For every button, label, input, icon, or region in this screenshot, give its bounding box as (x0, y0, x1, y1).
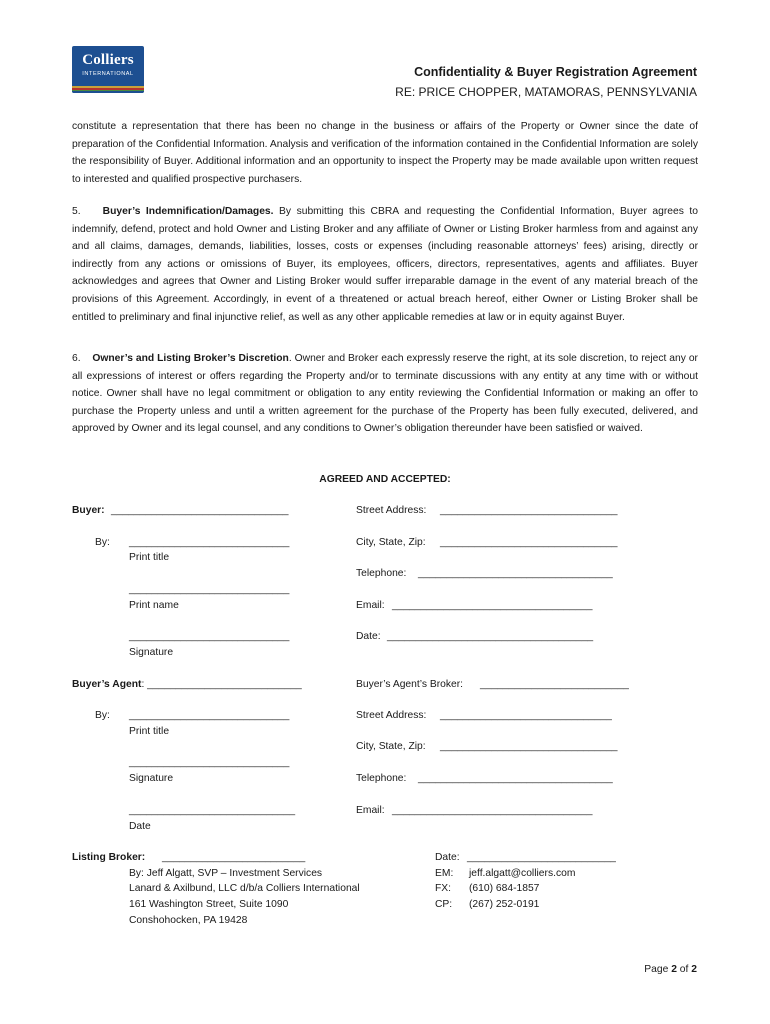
contact-cell-label: CP: (435, 899, 453, 910)
buyer-print-title-label: Print title (129, 552, 170, 563)
page-current: 2 (671, 964, 677, 975)
section-6-number: 6. (72, 353, 81, 364)
page-number (644, 964, 697, 975)
buyer-email-label: Email: (356, 600, 385, 611)
contact-date-line[interactable]: __________________________ (467, 852, 616, 863)
contact-date-label: Date: (435, 852, 460, 863)
buyer-agent-line[interactable]: : ___________________________ (141, 679, 302, 690)
buyer-city-label: City, State, Zip: (356, 537, 426, 548)
contact-fax-label: FX: (435, 883, 452, 894)
agent-phone-label: Telephone: (356, 773, 407, 784)
contact-fax-value: (610) 684-1857 (469, 883, 540, 894)
buyer-phone-line[interactable]: __________________________________ (418, 568, 613, 579)
agent-title-line[interactable]: ____________________________ (129, 710, 290, 721)
buyer-print-name-label: Print name (129, 600, 179, 611)
intro-paragraph: constitute a representation that there has been no change in the business or affairs of the Property or Owner since the date of preparation of the Confidential Information. Analysis and verification of the information contained in the Confidential Information are solely the responsibility of Buyer. Additional information and an opportunity to inspect the Property may be made available upon written request to interested and qualified prospective purchasers. (72, 121, 698, 185)
buyer-name-line[interactable]: _______________________________ (111, 505, 289, 516)
document-title: Confidentiality & Buyer Registration Agreement (414, 65, 697, 79)
agent-signature-label: Signature (129, 773, 174, 784)
buyer-date-label: Date: (356, 631, 381, 642)
listing-broker-line[interactable]: _________________________ (162, 852, 306, 863)
document-subtitle: RE: PRICE CHOPPER, MATAMORAS, PENNSYLVANIA (395, 85, 697, 99)
buyer-by-label: By: (95, 537, 110, 548)
buyer-date-line[interactable]: ____________________________________ (387, 631, 594, 642)
agent-city-label: City, State, Zip: (356, 741, 426, 752)
buyer-phone-label: Telephone: (356, 568, 407, 579)
buyer-name-print-line[interactable]: ____________________________ (129, 584, 290, 595)
agent-street-label: Street Address: (356, 710, 427, 721)
buyer-street-label: Street Address: (356, 505, 427, 516)
page-of: of (679, 964, 689, 975)
buyer-street-line[interactable]: _______________________________ (440, 505, 618, 516)
section-5-heading: Buyer’s Indemnification/Damages. (102, 206, 274, 217)
contact-email-label: EM: (435, 868, 454, 879)
agent-by-label: By: (95, 710, 110, 721)
buyer-agent-label: Buyer’s Agent (72, 679, 142, 690)
buyer-city-line[interactable]: _______________________________ (440, 537, 618, 548)
logo-name: Colliers (82, 52, 134, 68)
agent-broker-line[interactable]: __________________________ (480, 679, 629, 690)
agent-print-title-label: Print title (129, 726, 170, 737)
contact-cell-value: (267) 252-0191 (469, 899, 540, 910)
section-6-text: . Owner and Broker each expressly reserve the right, at its sole discretion, to reject any or all expressions of interest or offers regarding the Property and/or to terminate discussions with any entity at any time with or without notice. Owner shall have no legal commitment or obligation to any entity reviewing the Confidential Information or making an offer to purchase the Property unless and until a written agreement for the purchase of the Property has been fully executed, delivered, and approved by Owner and its legal counsel, and any conditions to Owner’s obligation thereunder have been satisfied or waived. (72, 353, 698, 435)
buyer-signature-label: Signature (129, 647, 174, 658)
contact-email-value: jeff.algatt@colliers.com (469, 868, 576, 879)
buyer-agent-row (72, 679, 302, 690)
buyer-signature-line[interactable]: ____________________________ (129, 631, 290, 642)
buyer-email-line[interactable]: ___________________________________ (392, 600, 593, 611)
listing-broker-company: Lanard & Axilbund, LLC d/b/a Colliers International (129, 883, 360, 894)
agent-street-line[interactable]: ______________________________ (440, 710, 612, 721)
buyer-label: Buyer: (72, 505, 105, 516)
section-6-heading: Owner’s and Listing Broker’s Discretion (92, 353, 289, 364)
agent-signature-line[interactable]: ____________________________ (129, 757, 290, 768)
agent-phone-line[interactable]: __________________________________ (418, 773, 613, 784)
agent-email-label: Email: (356, 805, 385, 816)
buyer-title-line[interactable]: ____________________________ (129, 537, 290, 548)
listing-broker-street: 161 Washington Street, Suite 1090 (129, 899, 289, 910)
agent-email-line[interactable]: ___________________________________ (392, 805, 593, 816)
colliers-logo (72, 46, 144, 93)
listing-broker-name: By: Jeff Algatt, SVP – Investment Services (129, 868, 323, 879)
agreed-accepted-heading: AGREED AND ACCEPTED: (319, 474, 451, 485)
section-5 (72, 203, 698, 326)
section-5-text: By submitting this CBRA and requesting the Confidential Information, Buyer agrees to indemnify, defend, protect and hold Owner and Listing Broker and any affiliate of Owner or Listing Broker harmless from and against any and all claims, damages, demands, liabilities, losses, costs or expenses (including reasonable attorneys’ fees) arising, directly or indirectly from any actions or omissions of Buyer, its employees, officers, directors, representatives, agents and affiliates. Buyer acknowledges and agrees that Owner and Listing Broker would suffer irreparable damage in the event of any material breach of the provisions of this Agreement. Accordingly, in event of a threatened or actual breach hereof, either Owner or Listing Broker shall be entitled to preliminary and final injunctive relief, as well as any other applicable remedies at law or in equity against Buyer. (72, 206, 698, 323)
logo-subtitle: INTERNATIONAL (82, 71, 134, 77)
agent-date-label: Date (129, 821, 151, 832)
page-total: 2 (691, 964, 697, 975)
logo-stripes (72, 86, 144, 93)
listing-broker-label: Listing Broker: (72, 852, 146, 863)
agent-city-line[interactable]: _______________________________ (440, 741, 618, 752)
section-5-number: 5. (72, 206, 81, 217)
section-6 (72, 350, 698, 438)
listing-broker-city: Conshohocken, PA 19428 (129, 915, 248, 926)
agent-date-line[interactable]: _____________________________ (129, 805, 296, 816)
agent-broker-label: Buyer’s Agent’s Broker: (356, 679, 464, 690)
page-label: Page (644, 964, 669, 975)
